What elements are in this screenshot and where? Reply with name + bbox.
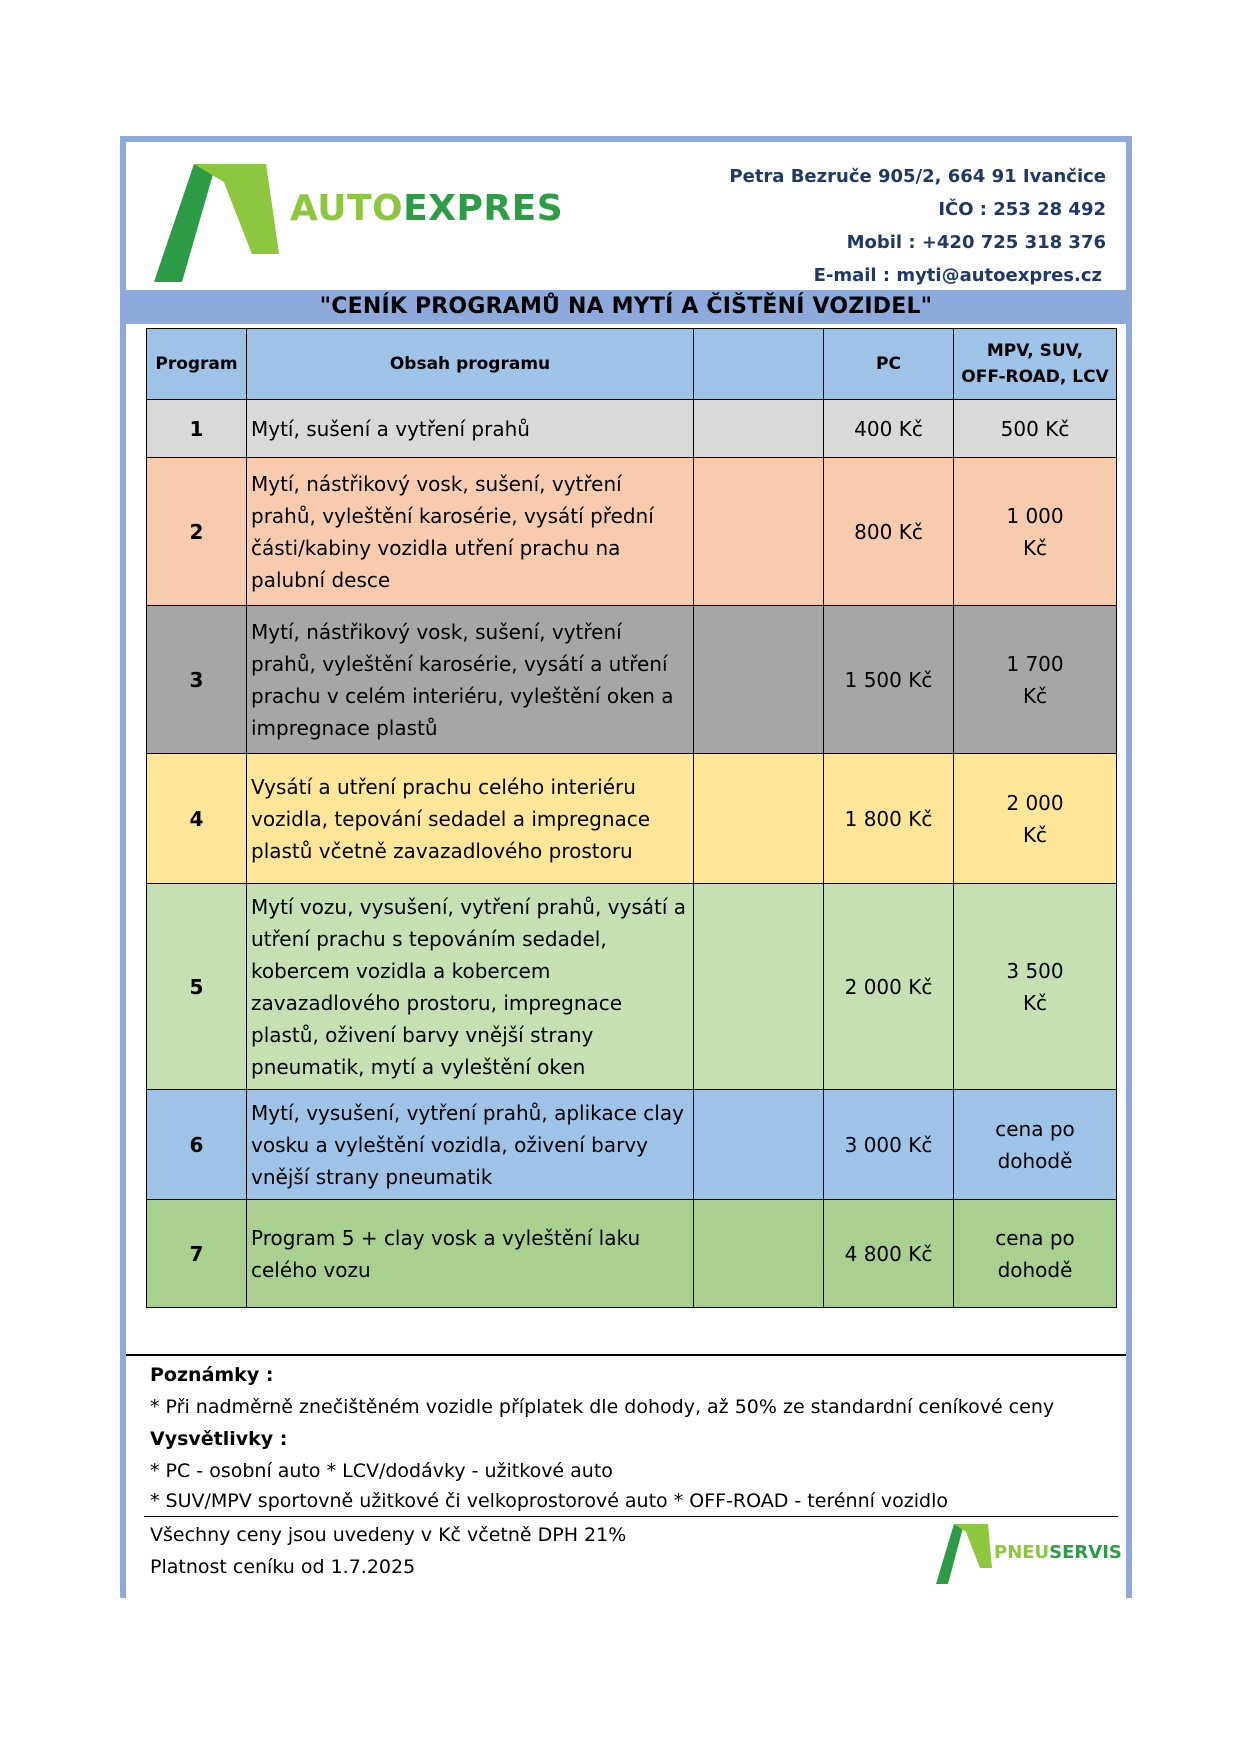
- notes-divider: [144, 1516, 1118, 1517]
- notes-heading: Poznámky :: [150, 1364, 274, 1386]
- table-row: [147, 458, 1117, 606]
- pneuservis-logo-icon: [936, 1524, 992, 1584]
- autoexpres-logo-icon: [154, 164, 279, 282]
- legend-heading: Vysvětlivky :: [150, 1428, 288, 1450]
- empty-cell: [694, 458, 824, 606]
- program-description: Mytí, sušení a vytření prahů: [247, 400, 694, 458]
- program-description: Program 5 + clay vosk a vyleštění laku celého vozu: [247, 1200, 694, 1308]
- table-row: [147, 606, 1117, 754]
- table-row: [147, 400, 1117, 458]
- header-empty: [694, 329, 824, 400]
- notes-section: [126, 1354, 1126, 1606]
- note-surcharge: * Při nadměrně znečištěném vozidle příplatek dle dohody, až 50% ze standardní ceníkové ceny: [150, 1396, 1055, 1418]
- legend-line-2: * SUV/MPV sportovně užitkové či velkoprostorové auto * OFF-ROAD - terénní vozidlo: [150, 1490, 949, 1512]
- company-id: IČO : 253 28 492: [938, 199, 1106, 220]
- program-number: 4: [147, 754, 247, 884]
- price-pc: 1 800 Kč: [824, 754, 954, 884]
- empty-cell: [694, 884, 824, 1090]
- price-pc: 2 000 Kč: [824, 884, 954, 1090]
- program-number: 6: [147, 1090, 247, 1200]
- document-frame: [120, 136, 1132, 1598]
- table-row: [147, 1090, 1117, 1200]
- program-description: Vysátí a utření prachu celého interiéru vozidla, tepování sedadel a impregnace plastů včetně zavazadlového prostoru: [247, 754, 694, 884]
- brand-part-auto: AUTO: [290, 188, 404, 229]
- legend-line-1: * PC - osobní auto * LCV/dodávky - užitkové auto: [150, 1460, 613, 1482]
- page-title: "CENÍK PROGRAMŮ NA MYTÍ A ČIŠTĚNÍ VOZIDEL": [319, 294, 933, 319]
- price-mpv: 500 Kč: [954, 400, 1117, 458]
- program-number: 7: [147, 1200, 247, 1308]
- program-description: Mytí vozu, vysušení, vytření prahů, vysátí a utření prachu s tepováním sedadel, kobercem vozidla a kobercem zavazadlového prostoru, impregnace plastů, oživení barvy vnější strany pneumatik, mytí a vyleštění oken: [247, 884, 694, 1090]
- header-program: Program: [147, 329, 247, 400]
- program-description: Mytí, nástřikový vosk, sušení, vytření prahů, vyleštění karosérie, vysátí a utření prachu v celém interiéru, vyleštění oken a impregnace plastů: [247, 606, 694, 754]
- header-mpv: MPV, SUV, OFF-ROAD, LCV: [954, 329, 1117, 400]
- price-mpv: 2 000 Kč: [954, 754, 1117, 884]
- table-row: [147, 1200, 1117, 1308]
- empty-cell: [694, 1200, 824, 1308]
- brand-part-expres: EXPRES: [403, 188, 564, 229]
- pneuservis-name: PNEUSERVIS: [994, 1542, 1122, 1563]
- vat-note: Všechny ceny jsou uvedeny v Kč včetně DPH 21%: [150, 1524, 627, 1546]
- price-table: [146, 328, 1117, 1308]
- table-header-row: [147, 329, 1117, 400]
- empty-cell: [694, 1090, 824, 1200]
- price-pc: 3 000 Kč: [824, 1090, 954, 1200]
- program-number: 2: [147, 458, 247, 606]
- price-mpv: 3 500 Kč: [954, 884, 1117, 1090]
- header-pc: PC: [824, 329, 954, 400]
- price-mpv: 1 000 Kč: [954, 458, 1117, 606]
- price-mpv: 1 700 Kč: [954, 606, 1117, 754]
- program-number: 5: [147, 884, 247, 1090]
- price-pc: 800 Kč: [824, 458, 954, 606]
- table-row: [147, 754, 1117, 884]
- program-description: Mytí, nástřikový vosk, sušení, vytření prahů, vyleštění karosérie, vysátí přední části/kabiny vozidla utření prachu na palubní desce: [247, 458, 694, 606]
- empty-cell: [694, 400, 824, 458]
- program-description: Mytí, vysušení, vytření prahů, aplikace clay vosku a vyleštění vozidla, oživení barvy vnější strany pneumatik: [247, 1090, 694, 1200]
- program-number: 3: [147, 606, 247, 754]
- address: Petra Bezruče 905/2, 664 91 Ivančice: [729, 166, 1106, 187]
- empty-cell: [694, 754, 824, 884]
- price-mpv: cena po dohodě: [954, 1090, 1117, 1200]
- price-pc: 1 500 Kč: [824, 606, 954, 754]
- mobile-number: Mobil : +420 725 318 376: [846, 232, 1106, 253]
- email: E-mail : myti@autoexpres.cz: [813, 265, 1102, 286]
- pneuservis-logo: [936, 1524, 1122, 1584]
- price-pc: 400 Kč: [824, 400, 954, 458]
- empty-cell: [694, 606, 824, 754]
- price-pc: 4 800 Kč: [824, 1200, 954, 1308]
- contact-block: [729, 160, 1106, 292]
- price-mpv: cena po dohodě: [954, 1200, 1117, 1308]
- brand-name: [290, 188, 563, 229]
- validity-note: Platnost ceníku od 1.7.2025: [150, 1556, 416, 1578]
- program-number: 1: [147, 400, 247, 458]
- table-row: [147, 884, 1117, 1090]
- header-content: Obsah programu: [247, 329, 694, 400]
